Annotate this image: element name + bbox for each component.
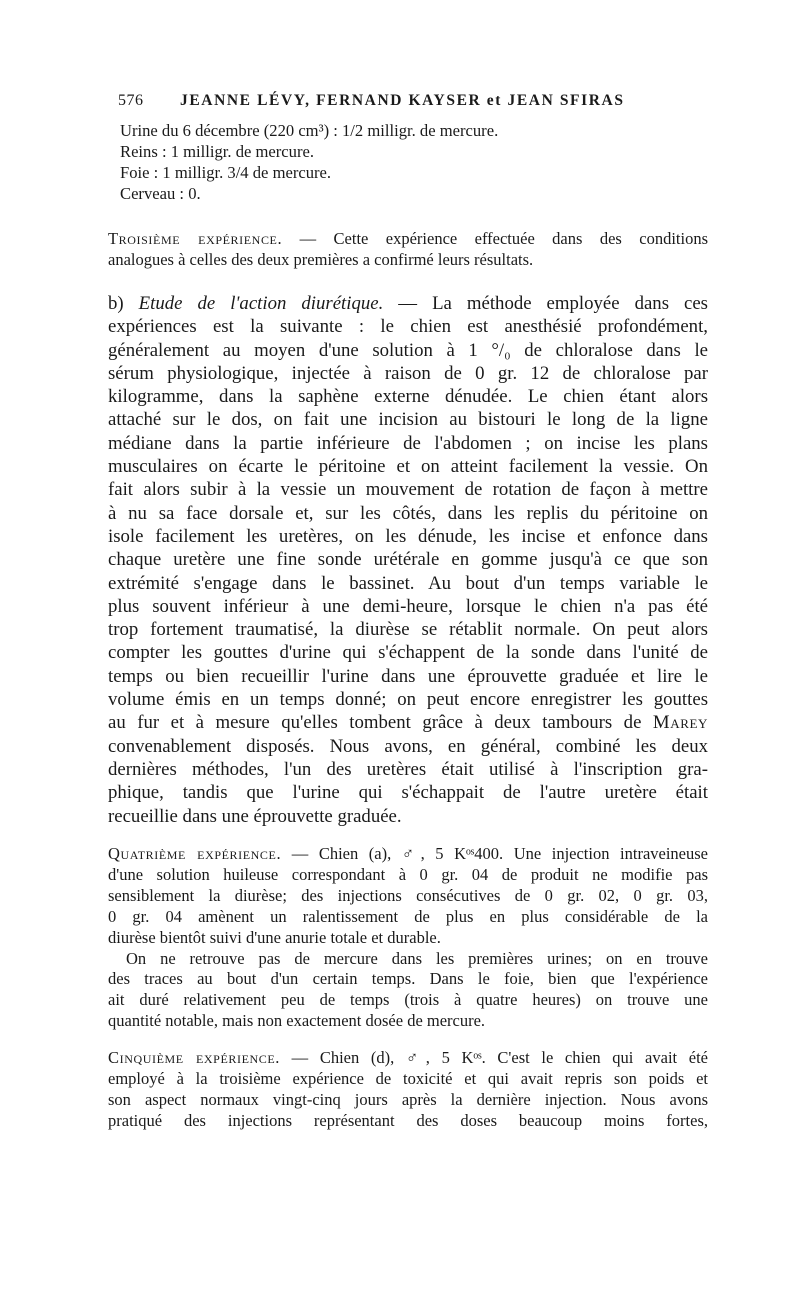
paragraph-line: expériences est la suivante : le chien est anesthésié profondément, <box>108 316 708 338</box>
paragraph-line: d'une solution huileuse correspondant à 0 gr. 04 de produit ne modifie pas <box>108 864 708 884</box>
paragraph-line: recueillie dans une éprouvette graduée. <box>108 805 402 827</box>
experiment-heading: Troisième expérience. <box>108 229 283 248</box>
paragraph-line: phique, tandis que l'urine qui s'échappait de l'autre uretère était <box>108 782 708 804</box>
paragraph-line: plus souvent inférieur à une demi-heure, lorsque le chien n'a pas été <box>108 595 708 617</box>
paragraph-line: quantité notable, mais non exactement dosée de mercure. <box>108 1011 486 1031</box>
paragraph-text: — Cette expérience effectuée dans des conditions <box>282 229 708 248</box>
paragraph-line: médiane dans la partie inférieure de l'abdomen ; on incise les plans <box>108 432 708 454</box>
page-number: 576 <box>118 92 144 109</box>
experiment-heading: Cinquième expérience. <box>108 1048 281 1067</box>
author-name-marey: Marey <box>652 712 708 734</box>
paragraph-line: diurèse bientôt suivi d'une anurie totale et durable. <box>108 927 441 947</box>
paragraph-line: musculaires on écarte le péritoine et on atteint facilement la vessie. On <box>108 456 708 478</box>
paragraph-line: attaché sur le dos, on fait une incision au bistouri le long de la ligne <box>108 409 708 431</box>
paragraph-line: son aspect normaux vingt-cinq jours après la dernière injection. Nous avons <box>108 1089 708 1109</box>
paragraph-quatrieme-experience <box>108 844 708 1032</box>
paragraph-line: dernières méthodes, l'un des uretères était utilisé à l'inscription gra- <box>108 758 708 780</box>
paragraph-line: employé à la troisième expérience de toxicité et qui avait repris son poids et <box>108 1068 708 1088</box>
paragraph-line: ait duré relativement peu de temps (trois à quatre heures) on trouve une <box>108 990 708 1010</box>
running-head-authors: JEANNE LÉVY, FERNAND KAYSER et JEAN SFIRAS <box>180 92 625 109</box>
paragraph-troisieme-experience <box>108 229 708 271</box>
paragraph-line: chaque uretère une fine sonde urétérale en gomme jusqu'à ce que son <box>108 549 708 571</box>
section-title: Etude de l'action diurétique. <box>138 293 384 314</box>
result-line-cerveau: Cerveau : 0. <box>120 184 201 203</box>
paragraph-line: à nu sa face dorsale et, sur les côtés, dans les replis du péritoine on <box>108 502 708 524</box>
paragraph-line: volume émis en un temps donné; on peut encore enregistrer les gouttes <box>108 689 708 711</box>
paragraph-line: 0 gr. 04 amènent un ralentissement de plus en plus considérable de la <box>108 906 708 926</box>
paragraph-line: On ne retrouve pas de mercure dans les premières urines; on en trouve <box>126 948 708 968</box>
page-header <box>118 92 730 114</box>
paragraph-line: analogues à celles des deux premières a confirmé leurs résultats. <box>108 249 534 269</box>
paragraph-text: — La méthode employée dans ces <box>383 293 708 314</box>
paragraph-line: sensiblement la diurèse; des injections consécutives de 0 gr. 02, 0 gr. 03, <box>108 885 708 905</box>
paragraph-line: temps ou bien recueillir l'urine dans une éprouvette graduée et lire le <box>108 665 708 687</box>
paragraph-line: convenablement disposés. Nous avons, en général, combiné les deux <box>108 735 708 757</box>
paragraph-text: — Chien (a), ♂, 5 Kᵒˢ400. Une injection intraveineuse <box>281 844 708 863</box>
mercury-results-list <box>108 120 708 204</box>
paragraph-line: des traces au bout d'un certain temps. Dans le foie, bien que l'expérience <box>108 969 708 989</box>
paragraph-line: généralement au moyen d'une solution à 1 °/₀ de chloralose dans le <box>108 339 708 361</box>
result-line-reins: Reins : 1 milligr. de mercure. <box>120 142 315 161</box>
experiment-heading: Quatrième expérience. <box>108 844 282 863</box>
paragraph-line: pratiqué des injections représentant des doses beaucoup moins fortes, <box>108 1110 708 1130</box>
paragraph-line: trop fortement traumatisé, la diurèse se rétablit normale. On peut alors <box>108 619 708 641</box>
paragraph-cinquieme-experience <box>108 1048 708 1132</box>
paragraph-text: au fur et à mesure qu'elles tombent grâce à deux tambours de <box>108 712 653 734</box>
paragraph-line: sérum physiologique, injectée à raison de 0 gr. 12 de chloralose par <box>108 362 708 384</box>
paragraph-line: extrémité s'engage dans le bassinet. Au bout d'un temps variable le <box>108 572 708 594</box>
paragraph-line: kilogramme, dans la saphène externe dénudée. Le chien étant alors <box>108 386 708 408</box>
paragraph-line: compter les gouttes d'urine qui s'échappent de la sonde dans l'unité de <box>108 642 708 664</box>
paragraph-text: — Chien (d), ♂, 5 Kᵒˢ. C'est le chien qui avait été <box>280 1048 708 1067</box>
section-marker: b) <box>108 293 139 314</box>
result-line-foie: Foie : 1 milligr. 3/4 de mercure. <box>120 163 332 182</box>
section-b-diuretic-action <box>108 292 708 828</box>
paragraph-line: isole facilement les uretères, on les dénude, les incise et enfonce dans <box>108 525 708 547</box>
result-line-urine: Urine du 6 décembre (220 cm³) : 1/2 milligr. de mercure. <box>120 121 499 140</box>
paragraph-line: fait alors subir à la vessie un mouvement de rotation de façon à mettre <box>108 479 708 501</box>
